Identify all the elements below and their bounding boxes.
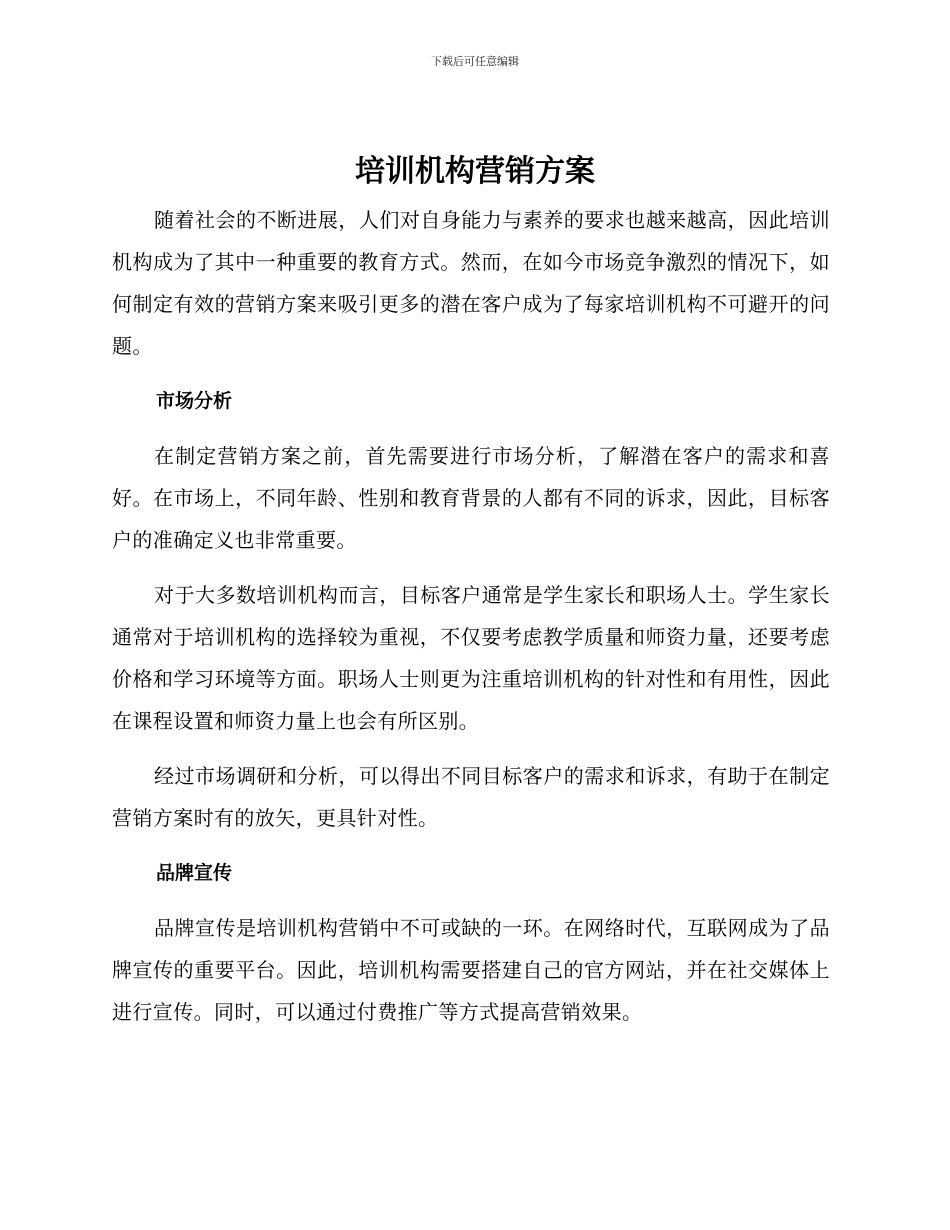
section-heading-market-analysis: 市场分析: [156, 390, 233, 412]
section-heading-brand-promotion: 品牌宣传: [156, 862, 233, 884]
document-title: 培训机构营销方案: [355, 154, 595, 189]
page-header-note: 下载后可任意编辑: [431, 55, 519, 68]
market-analysis-paragraph-3: 经过市场调研和分析，可以得出不同目标客户的需求和诉求，有助于在制定营销方案时有的放矢，更具针对性。: [112, 764, 830, 830]
intro-paragraph: 随着社会的不断进展，人们对自身能力与素养的要求也越来越高，因此培训机构成为了其中一种重要的教育方式。然而，在如今市场竞争激烈的情况下，如何制定有效的营销方案来吸引更多的潜在客户成为了每家培训机构不可避开的问题。: [112, 208, 830, 358]
market-analysis-paragraph-2: 对于大多数培训机构而言，目标客户通常是学生家长和职场人士。学生家长通常对于培训机构的选择较为重视，不仅要考虑教学质量和师资力量，还要考虑价格和学习环境等方面。职场人士则更为注重培训机构的针对性和有用性，因此在课程设置和师资力量上也会有所区别。: [112, 583, 830, 733]
document-body: [112, 199, 830, 1046]
brand-promotion-paragraph-1: 品牌宣传是培训机构营销中不可或缺的一环。在网络时代，互联网成为了品牌宣传的重要平台。因此，培训机构需要搭建自己的官方网站，并在社交媒体上进行宣传。同时，可以通过付费推广等方式提高营销效果。: [112, 916, 830, 1024]
market-analysis-paragraph-1: 在制定营销方案之前，首先需要进行市场分析，了解潜在客户的需求和喜好。在市场上，不同年龄、性别和教育背景的人都有不同的诉求，因此，目标客户的准确定义也非常重要。: [112, 444, 830, 552]
